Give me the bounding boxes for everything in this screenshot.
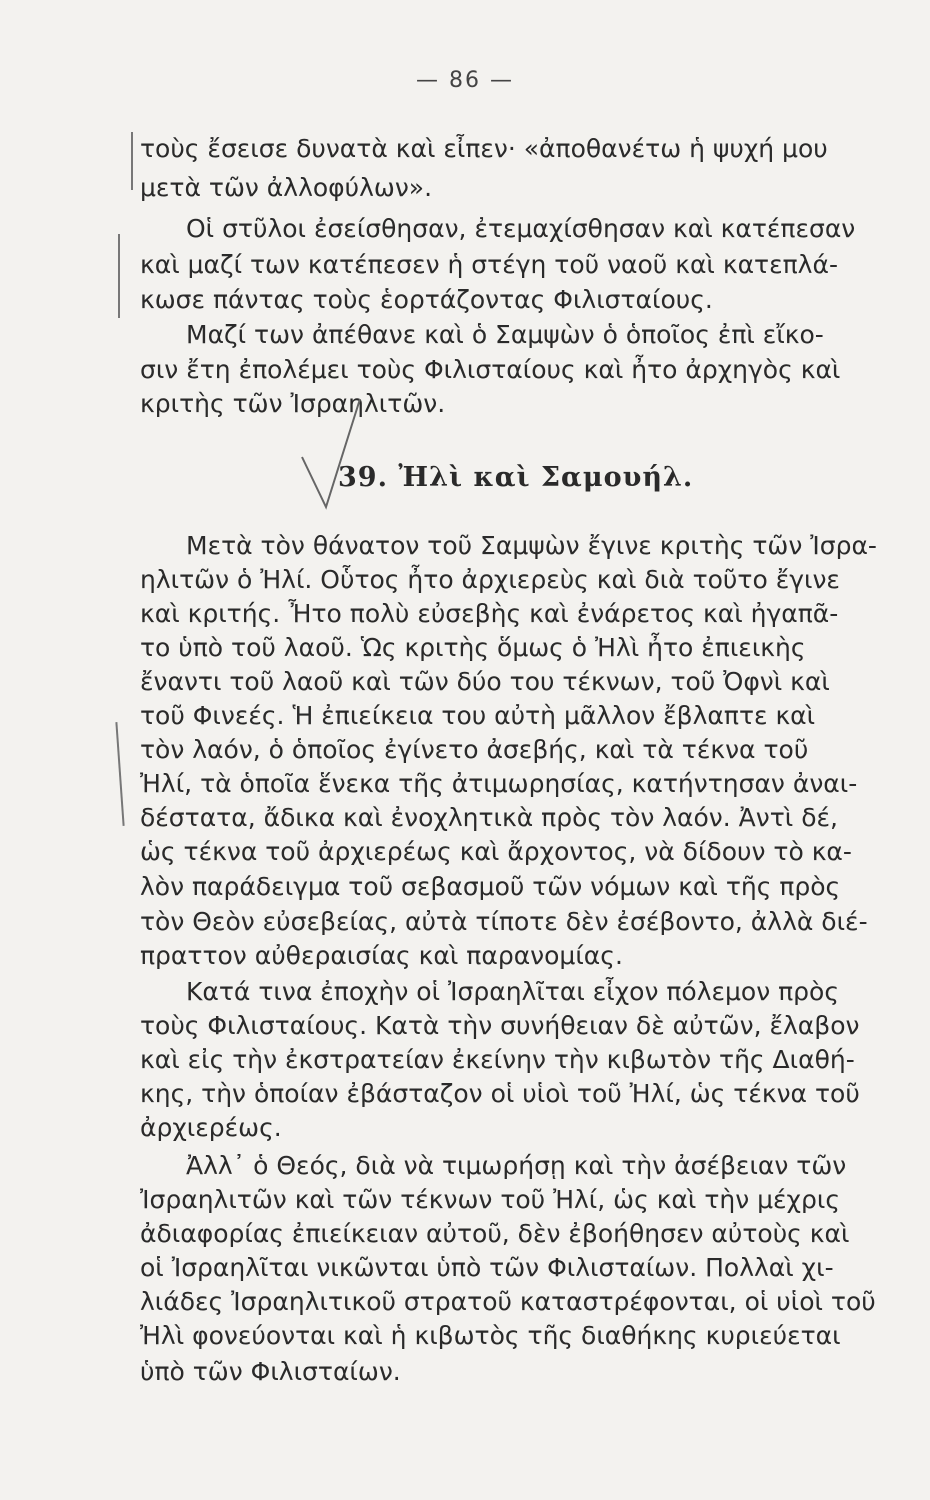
text-line: ὡς τέκνα τοῦ ἀρχιερέως καὶ ἄρχοντος, νὰ δίδουν τὸ κα- bbox=[140, 837, 852, 866]
text-line: τοῦ Φινεές. Ἡ ἐπιείκεια του αὐτὴ μᾶλλον ἔβλαπτε καὶ bbox=[140, 701, 816, 730]
text-line: Ἠλί, τὰ ὁποῖα ἕνεκα τῆς ἀτιμωρησίας, κατήντησαν ἀναι- bbox=[140, 769, 858, 798]
text-line: ἔναντι τοῦ λαοῦ καὶ τῶν δύο του τέκνων, τοῦ Ὀφνὶ καὶ bbox=[140, 667, 830, 696]
margin-mark bbox=[118, 234, 120, 318]
text-line: Ἠλὶ φονεύονται καὶ ἡ κιβωτὸς τῆς διαθήκης κυριεύεται bbox=[140, 1321, 841, 1350]
text-line: λὸν παράδειγμα τοῦ σεβασμοῦ τῶν νόμων καὶ τῆς πρὸς bbox=[140, 872, 841, 901]
text-line: καὶ εἰς τὴν ἐκστρατείαν ἐκείνην τὴν κιβωτὸν τῆς Διαθή- bbox=[140, 1045, 855, 1074]
text-line: ὑπὸ τῶν Φιλισταίων. bbox=[140, 1357, 401, 1386]
text-line: μετὰ τῶν ἀλλοφύλων». bbox=[140, 173, 433, 202]
checkmark-icon bbox=[296, 395, 366, 515]
text-line: το ὑπὸ τοῦ λαοῦ. Ὡς κριτὴς ὅμως ὁ Ἠλὶ ἦτο ἐπιεικὴς bbox=[140, 633, 806, 662]
text-line: Ἰσραηλιτῶν καὶ τῶν τέκνων τοῦ Ἠλί, ὡς καὶ τὴν μέχρις bbox=[140, 1185, 840, 1214]
page-number: — 86 — bbox=[416, 68, 514, 93]
text-line: λιάδες Ἰσραηλιτικοῦ στρατοῦ καταστρέφονται, οἱ υἱοὶ τοῦ bbox=[140, 1287, 876, 1316]
text-line: καὶ κριτής. Ἦτο πολὺ εὐσεβὴς καὶ ἐνάρετος καὶ ἠγαπᾶ- bbox=[140, 599, 839, 628]
text-line: καὶ μαζί των κατέπεσεν ἡ στέγη τοῦ ναοῦ καὶ κατεπλά- bbox=[140, 250, 838, 279]
text-line: κωσε πάντας τοὺς ἑορτάζοντας Φιλισταίους. bbox=[140, 285, 713, 314]
text-line: σιν ἔτη ἐπολέμει τοὺς Φιλισταίους καὶ ἦτο ἀρχηγὸς καὶ bbox=[140, 355, 841, 384]
text-line: Οἱ στῦλοι ἐσείσθησαν, ἐτεμαχίσθησαν καὶ κατέπεσαν bbox=[186, 214, 856, 243]
text-line: οἱ Ἰσραηλῖται νικῶνται ὑπὸ τῶν Φιλισταίων. Πολλαὶ χι- bbox=[140, 1253, 834, 1282]
text-line: τοὺς Φιλισταίους. Κατὰ τὴν συνήθειαν δὲ αὐτῶν, ἔλαβον bbox=[140, 1011, 860, 1040]
section-heading: 39. Ἠλὶ καὶ Σαμουήλ. bbox=[338, 462, 694, 493]
text-line: ἀδιαφορίας ἐπιείκειαν αὐτοῦ, δὲν ἐβοήθησεν αὐτοὺς καὶ bbox=[140, 1219, 850, 1248]
text-line: πραττον αὐθεραισίας καὶ παρανομίας. bbox=[140, 941, 623, 970]
text-line: κης, τὴν ὁποίαν ἐβάσταζον οἱ υἱοὶ τοῦ Ἠλί, ὡς τέκνα τοῦ bbox=[140, 1079, 860, 1108]
text-line: Κατά τινα ἐποχὴν οἱ Ἰσραηλῖται εἶχον πόλεμον πρὸς bbox=[186, 977, 840, 1006]
text-line: Μαζί των ἀπέθανε καὶ ὁ Σαμψὼν ὁ ὁποῖος ἐπὶ εἴκο- bbox=[186, 320, 824, 349]
margin-mark bbox=[115, 722, 124, 826]
text-line: τὸν Θεὸν εὐσεβείας, αὐτὰ τίποτε δὲν ἐσέβοντο, ἀλλὰ διέ- bbox=[140, 907, 868, 936]
text-line: κριτὴς τῶν Ἰσραηλιτῶν. bbox=[140, 389, 446, 418]
text-line: τοὺς ἔσεισε δυνατὰ καὶ εἶπεν· «ἀποθανέτω ἡ ψυχή μου bbox=[140, 134, 828, 163]
text-line: Μετὰ τὸν θάνατον τοῦ Σαμψὼν ἔγινε κριτὴς τῶν Ἰσρα- bbox=[186, 531, 877, 560]
text-line: ηλιτῶν ὁ Ἠλί. Οὗτος ἦτο ἀρχιερεὺς καὶ διὰ τοῦτο ἔγινε bbox=[140, 565, 840, 594]
text-line: ἀρχιερέως. bbox=[140, 1113, 282, 1142]
margin-mark bbox=[131, 132, 133, 190]
text-line: τὸν λαόν, ὁ ὁποῖος ἐγίνετο ἀσεβής, καὶ τὰ τέκνα τοῦ bbox=[140, 735, 809, 764]
text-line: Ἀλλ᾽ ὁ Θεός, διὰ νὰ τιμωρήσῃ καὶ τὴν ἀσέβειαν τῶν bbox=[186, 1151, 847, 1180]
text-line: δέστατα, ἄδικα καὶ ἐνοχλητικὰ πρὸς τὸν λαόν. Ἀντὶ δέ, bbox=[140, 803, 838, 832]
